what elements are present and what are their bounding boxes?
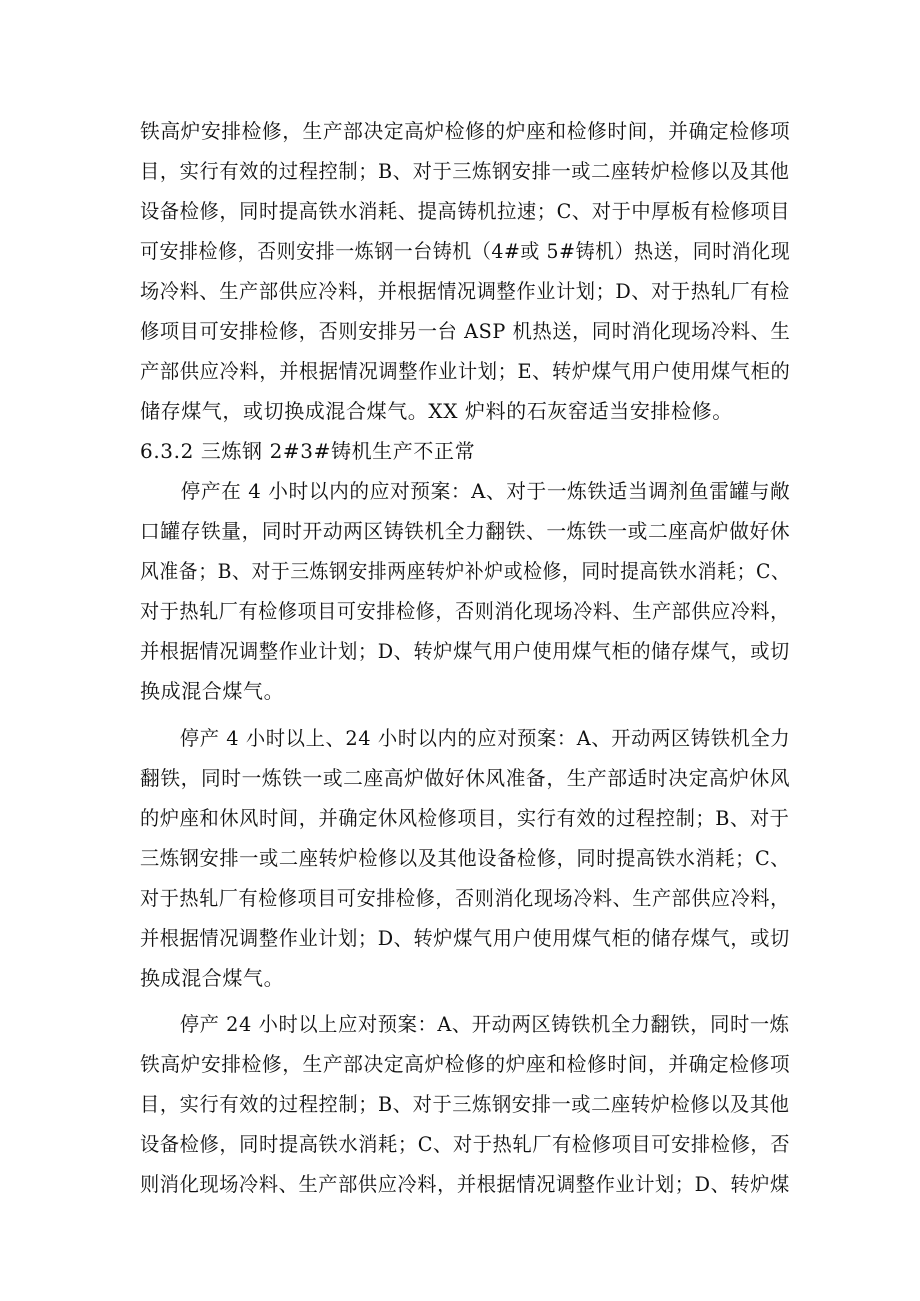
paragraph-line: 设备检修，同时提高铁水消耗；C、对于热轧厂有检修项目可安排检修，否 <box>140 1132 791 1156</box>
paragraph-line: 换成混合煤气。 <box>140 966 285 990</box>
paragraph-line: 换成混合煤气。 <box>140 679 285 703</box>
paragraph-line: 停产 4 小时以上、24 小时以内的应对预案：A、开动两区铸铁机全力 <box>140 726 791 750</box>
paragraph-line: 设备检修，同时提高铁水消耗、提高铸机拉速；C、对于中厚板有检修项目 <box>140 199 791 223</box>
paragraph-line: 并根据情况调整作业计划；D、转炉煤气用户使用煤气柜的储存煤气，或切 <box>140 926 790 950</box>
paragraph-line: 可安排检修，否则安排一炼钢一台铸机（4#或 5#铸机）热送，同时消化现 <box>140 239 791 263</box>
paragraph-line: 风准备；B、对于三炼钢安排两座转炉补炉或检修，同时提高铁水消耗；C、 <box>140 559 791 583</box>
paragraph-line: 目，实行有效的过程控制；B、对于三炼钢安排一或二座转炉检修以及其他 <box>140 159 790 183</box>
paragraph-line: 储存煤气，或切换成混合煤气。XX 炉料的石灰窑适当安排检修。 <box>140 399 733 423</box>
paragraph-line: 对于热轧厂有检修项目可安排检修，否则消化现场冷料、生产部供应冷料， <box>140 599 790 623</box>
paragraph-line: 目，实行有效的过程控制；B、对于三炼钢安排一或二座转炉检修以及其他 <box>140 1092 790 1116</box>
paragraph-line: 停产在 4 小时以内的应对预案：A、对于一炼铁适当调剂鱼雷罐与敞 <box>140 479 791 503</box>
paragraph-line: 铁高炉安排检修，生产部决定高炉检修的炉座和检修时间，并确定检修项 <box>140 1052 791 1076</box>
section-heading: 6.3.2 三炼钢 2#3#铸机生产不正常 <box>140 439 476 463</box>
paragraph-line: 翻铁，同时一炼铁一或二座高炉做好休风准备，生产部适时决定高炉休风 <box>140 766 791 790</box>
paragraph-line: 修项目可安排检修，否则安排另一台 ASP 机热送，同时消化现场冷料、生 <box>140 319 791 343</box>
paragraph-line: 停产 24 小时以上应对预案：A、开动两区铸铁机全力翻铁，同时一炼 <box>140 1012 790 1036</box>
paragraph-line: 并根据情况调整作业计划；D、转炉煤气用户使用煤气柜的储存煤气，或切 <box>140 639 790 663</box>
paragraph-line: 对于热轧厂有检修项目可安排检修，否则消化现场冷料、生产部供应冷料， <box>140 886 790 910</box>
paragraph-line: 的炉座和休风时间，并确定休风检修项目，实行有效的过程控制；B、对于 <box>140 806 790 830</box>
paragraph-line: 场冷料、生产部供应冷料，并根据情况调整作业计划；D、对于热轧厂有检 <box>140 279 790 303</box>
paragraph-line: 三炼钢安排一或二座转炉检修以及其他设备检修，同时提高铁水消耗；C、 <box>140 846 791 870</box>
paragraph-line: 口罐存铁量，同时开动两区铸铁机全力翻铁、一炼铁一或二座高炉做好休 <box>140 519 791 543</box>
paragraph-line: 则消化现场冷料、生产部供应冷料，并根据情况调整作业计划；D、转炉煤 <box>140 1172 790 1196</box>
paragraph-line: 产部供应冷料，并根据情况调整作业计划；E、转炉煤气用户使用煤气柜的 <box>140 359 791 383</box>
paragraph-line: 铁高炉安排检修，生产部决定高炉检修的炉座和检修时间，并确定检修项 <box>140 119 791 143</box>
